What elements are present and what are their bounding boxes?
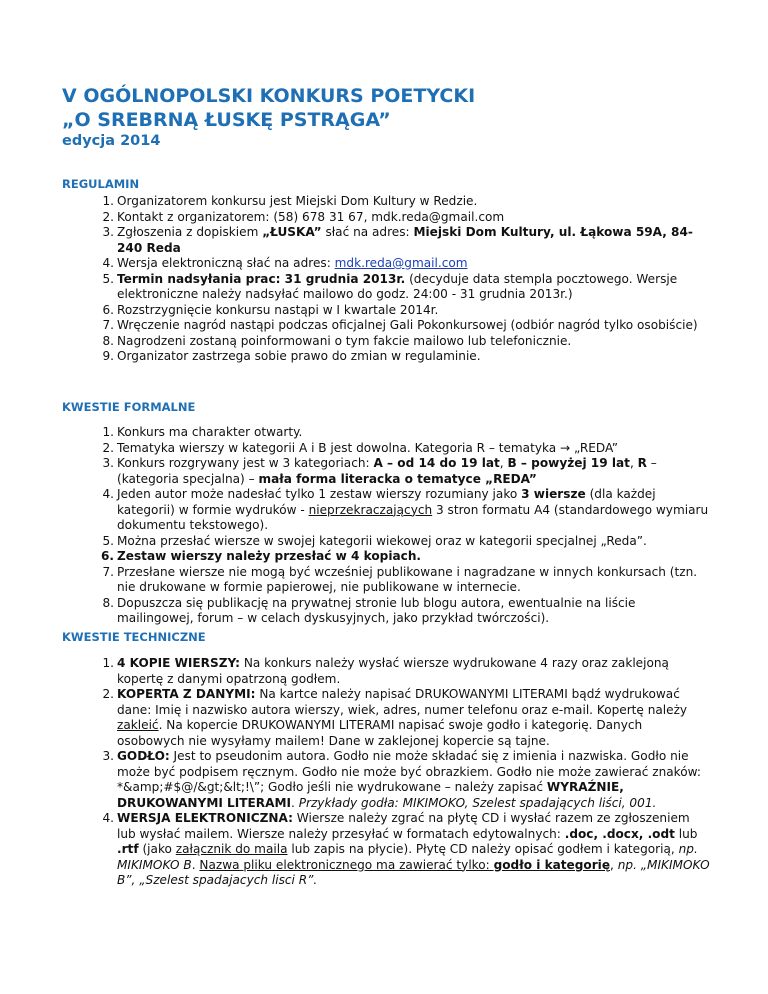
- list-item: 3. Konkurs rozgrywany jest w 3 kategoriach: A – od 14 do 19 lat, B – powyżej 19 lat, R – (kategoria specjalna) – mała forma literacka o tematyce „REDA”: [102, 456, 657, 486]
- list-item: 8. Nagrodzeni zostaną poinformowani o tym fakcie mailowo lub telefonicznie.: [102, 333, 572, 348]
- title-line-2: „O SREBRNĄ ŁUSKĘ PSTRĄGA”: [62, 109, 391, 131]
- section-heading-techniczne: KWESTIE TECHNICZNE: [62, 630, 206, 644]
- postal-address: Miejski Dom Kultury, ul. Łąkowa 59A, 84-240 Reda: [117, 225, 693, 255]
- document-title: [62, 84, 475, 132]
- list-item: 7. Przesłane wiersze nie mogą być wcześniej publikowane i nagradzane w innych konkursach (tzn. nie drukowane w formie papierowej, nie publikowane w internecie.: [102, 564, 698, 594]
- list-item: 7. Wręczenie nagród nastąpi podczas oficjalnej Gali Pokonkursowej (odbiór nagród tylko osobiście): [102, 318, 698, 332]
- list-item: 1. 4 KOPIE WIERSZY: Na konkurs należy wysłać wiersze wydrukowane 4 razy oraz zaklejoną kopertę z danymi opatrzoną godłem.: [102, 656, 669, 686]
- title-line-1: V OGÓLNOPOLSKI KONKURS POETYCKI: [62, 85, 476, 107]
- list-item: 2. Kontakt z organizatorem: (58) 678 31 67, mdk.reda@gmail.com: [102, 209, 505, 224]
- section-regulamin: [62, 177, 712, 365]
- section-heading-regulamin: REGULAMIN: [62, 177, 140, 191]
- edition-subtitle: edycja 2014: [62, 133, 161, 149]
- list-item: 5. Termin nadsyłania prac: 31 grudnia 2013r. (decyduje data stempla pocztowego. Wersje elektroniczne należy nadsyłać mailowo do godz. 24:00 - 31 grudnia 2013r.): [102, 271, 678, 301]
- email-link[interactable]: mdk.reda@gmail.com: [334, 256, 468, 270]
- deadline: Termin nadsyłania prac: 31 grudnia 2013r.: [117, 271, 406, 286]
- list-item: 6. Zestaw wierszy należy przesłać w 4 kopiach.: [100, 549, 422, 563]
- list-item: 2. Tematyka wierszy w kategorii A i B jest dowolna. Kategoria R – tematyka → „REDA”: [102, 440, 619, 455]
- list-item: 1. Organizatorem konkursu jest Miejski Dom Kultury w Redzie.: [102, 194, 478, 208]
- list-item: 8. Dopuszcza się publikację na prywatnej stronie lub blogu autora, ewentualnie na liście mailingowej, forum – w celach dyskusyjnych, jako przykład twórczości).: [102, 595, 636, 625]
- section-techniczne: [62, 630, 712, 889]
- formalne-list: [62, 425, 712, 627]
- list-item: 5. Można przesłać wiersze w swojej kategorii wiekowej oraz w kategorii specjalnej „Reda”.: [102, 533, 647, 548]
- techniczne-list: [62, 656, 712, 889]
- section-formalne: [62, 400, 712, 627]
- list-item: 4. Jeden autor może nadesłać tylko 1 zestaw wierszy rozumiany jako 3 wiersze (dla każdej kategorii) w formie wydruków - nieprzekraczających 3 stron formatu A4 (standardowego wymiaru dokumentu tekstowego).: [102, 487, 709, 532]
- section-heading-formalne: KWESTIE FORMALNE: [62, 400, 196, 414]
- list-item: 3. GODŁO: Jest to pseudonim autora. Godło nie może składać się z imienia i nazwiska. Godło nie może być podpisem ręcznym. Godło nie może być obrazkiem. Godło nie może zawierać znaków: *&amp;#$@/&gt;&lt;!\”; Godło jeśli nie wydrukowane – należy zapisać WYRAŹNIE, DRUKOWANYMI LITERAMI. Przykłady godła: MIKIMOKO, Szelest spadających liści, 001.: [102, 749, 701, 810]
- regulamin-list: [62, 194, 712, 365]
- list-item: 4. WERSJA ELEKTRONICZNA: Wiersze należy zgrać na płytę CD i wysłać razem ze zgłoszeniem lub wysłać mailem. Wiersze należy przesyłać w formatach edytowalnych: .doc, .docx, .odt lub .rtf (jako załącznik do maila lub zapis na płycie). Płytę CD należy opisać godłem i kategorią, np. MIKIMOKO B. Nazwa pliku elektronicznego ma zawierać tylko: godło i kategorię, np. „MIKIMOKO B”, „Szelest spadajacych lisci R”.: [102, 811, 710, 887]
- list-item: 6. Rozstrzygnięcie konkursu nastąpi w I kwartale 2014r.: [102, 302, 439, 317]
- list-item: 2. KOPERTA Z DANYMI: Na kartce należy napisać DRUKOWANYMI LITERAMI bądź wydrukować dane: Imię i nazwisko autora wierszy, wiek, adres, numer telefonu oraz e-mail. Kopertę należy zakleić. Na kopercie DRUKOWANYMI LITERAMI napisać swoje godło i kategorię. Danych osobowych nie wysyłamy mailem! Dane w zaklejonej kopercie są tajne.: [102, 687, 688, 748]
- list-item: 3. Zgłoszenia z dopiskiem „ŁUSKA” słać na adres: Miejski Dom Kultury, ul. Łąkowa 59A, 84-240 Reda: [102, 225, 693, 255]
- list-item: 9. Organizator zastrzega sobie prawo do zmian w regulaminie.: [102, 349, 481, 363]
- list-item: 4. Wersja elektroniczną słać na adres: mdk.reda@gmail.com: [102, 256, 468, 270]
- list-item: 1. Konkurs ma charakter otwarty.: [102, 425, 303, 439]
